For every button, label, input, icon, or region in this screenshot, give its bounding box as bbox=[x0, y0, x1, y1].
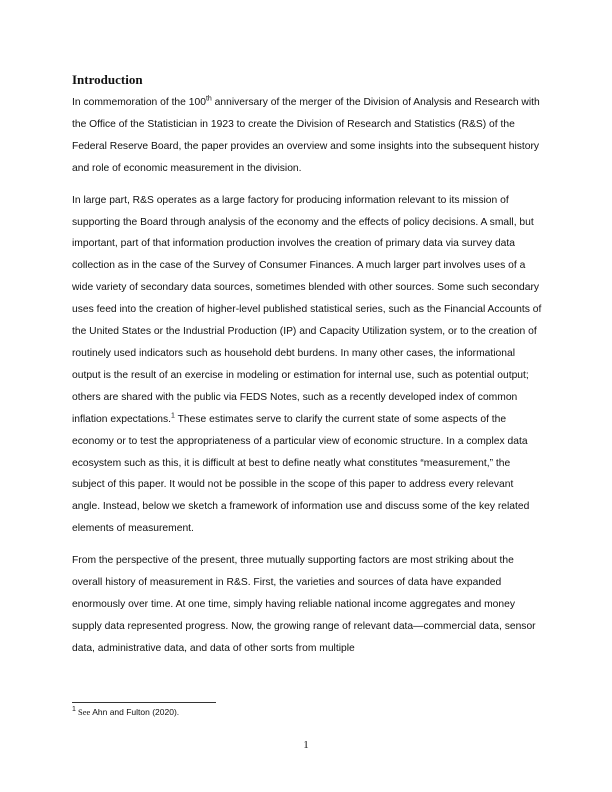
footnote-reference[interactable]: 1 bbox=[171, 412, 175, 420]
footnote-1 bbox=[72, 707, 179, 718]
section-heading: Introduction bbox=[72, 72, 143, 87]
footnote-see: See bbox=[75, 707, 91, 717]
paragraph-2-text-start: In large part, R&S operates as a large factory for producing information relevant to its mission of supporting the Board through analysis of the economy and the effects of policy decisions. A small, but important, part of that information production involves the creation of primary data via survey data collection as in the case of the Survey of Consumer Finances. A much larger part involves uses of a wide variety of secondary data sources, sometimes blended with other sources. Some such secondary uses feed into the creation of higher-level published statistical series, such as the Financial Accounts of the United States or the Industrial Production (IP) and Capacity Utilization system, or to the creation of routinely used indicators such as household debt burdens. In many other cases, the informational output is the result of an exercise in modeling or estimation for internal use, such as potential output; others are shared with the public via FEDS Notes, such as a recently developed index of common inflation expectations. bbox=[72, 194, 542, 425]
paragraph-2-text-end: These estimates serve to clarify the current state of some aspects of the economy or to test the appropriateness of a particular view of economic structure. In a complex data ecosystem such as this, it is difficult at best to define neatly what constitutes “measurement,” the subject of this paper. It would not be possible in the scope of this paper to address every relevant angle. Instead, below we sketch a framework of information use and discuss some of the key related elements of measurement. bbox=[72, 413, 530, 535]
paragraph-2 bbox=[72, 190, 542, 541]
footnote-separator bbox=[72, 702, 216, 703]
ordinal-suffix: th bbox=[205, 95, 212, 103]
page-number: 1 bbox=[303, 739, 309, 751]
footnote-marker: 1 bbox=[72, 706, 76, 714]
paragraph-3: From the perspective of the present, three mutually supporting factors are most striking about the overall history of measurement in R&S. First, the varieties and sources of data have expanded enormously over time. At one time, simply having reliable national income aggregates and money supply data represented progress. Now, the growing range of relevant data—commercial data, sensor data, administrative data, and data of other sorts from multiple bbox=[72, 555, 536, 654]
paragraph-1-text-end: anniversary of the merger of the Division of Analysis and Research with the Office of the Statistician in 1923 to create the Division of Research and Statistics (R&S) of the Federal Reserve Board, the paper provides an overview and some insights into the subsequent history and role of economic measurement in the division. bbox=[72, 97, 540, 174]
paragraph-1 bbox=[72, 92, 542, 180]
paragraph-1-text-start: In commemoration of the 100 bbox=[72, 97, 206, 108]
footnote-text: Ahn and Fulton (2020). bbox=[90, 707, 180, 717]
body-content bbox=[72, 72, 542, 670]
